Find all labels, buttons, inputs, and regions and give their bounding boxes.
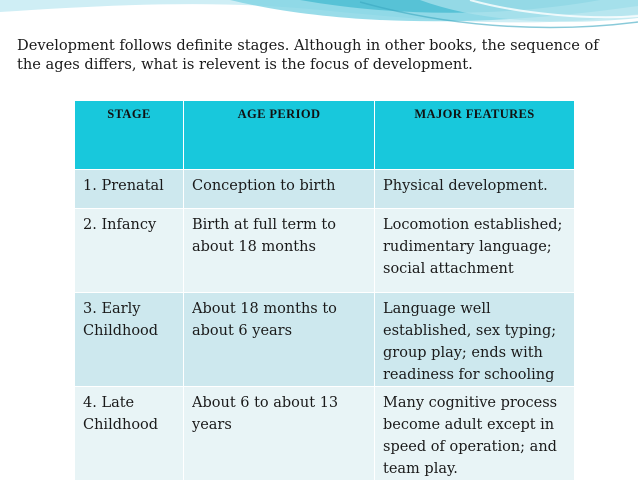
cell-stage: 4. Late Childhood <box>75 387 184 481</box>
cell-stage: 3. Early Childhood <box>75 293 184 387</box>
cell-stage: 1. Prenatal <box>75 170 184 209</box>
header-stage: STAGE <box>75 101 184 170</box>
cell-age-period: Birth at full term to about 18 months <box>184 209 375 293</box>
cell-age-period: About 18 months to about 6 years <box>184 293 375 387</box>
table-header-row <box>75 101 575 170</box>
intro-paragraph: Development follows definite stages. Although in other books, the sequence of the ages differs, what is relevent is the focus of development. <box>17 37 599 73</box>
cell-age-period: Conception to birth <box>184 170 375 209</box>
header-major-features: MAJOR FEATURES <box>375 101 575 170</box>
cell-major-features: Physical development. <box>375 170 575 209</box>
cell-major-features: Locomotion established; rudimentary language; social attachment <box>375 209 575 293</box>
table-row <box>75 170 575 209</box>
cell-major-features: Many cognitive process become adult except in speed of operation; and team play. <box>375 387 575 481</box>
development-stages-table <box>74 100 575 481</box>
cell-stage: 2. Infancy <box>75 209 184 293</box>
table-row <box>75 209 575 293</box>
table-row <box>75 293 575 387</box>
cell-age-period: About 6 to about 13 years <box>184 387 375 481</box>
header-age-period: AGE PERIOD <box>184 101 375 170</box>
table-row <box>75 387 575 481</box>
cell-major-features: Language well established, sex typing; group play; ends with readiness for schooling <box>375 293 575 387</box>
